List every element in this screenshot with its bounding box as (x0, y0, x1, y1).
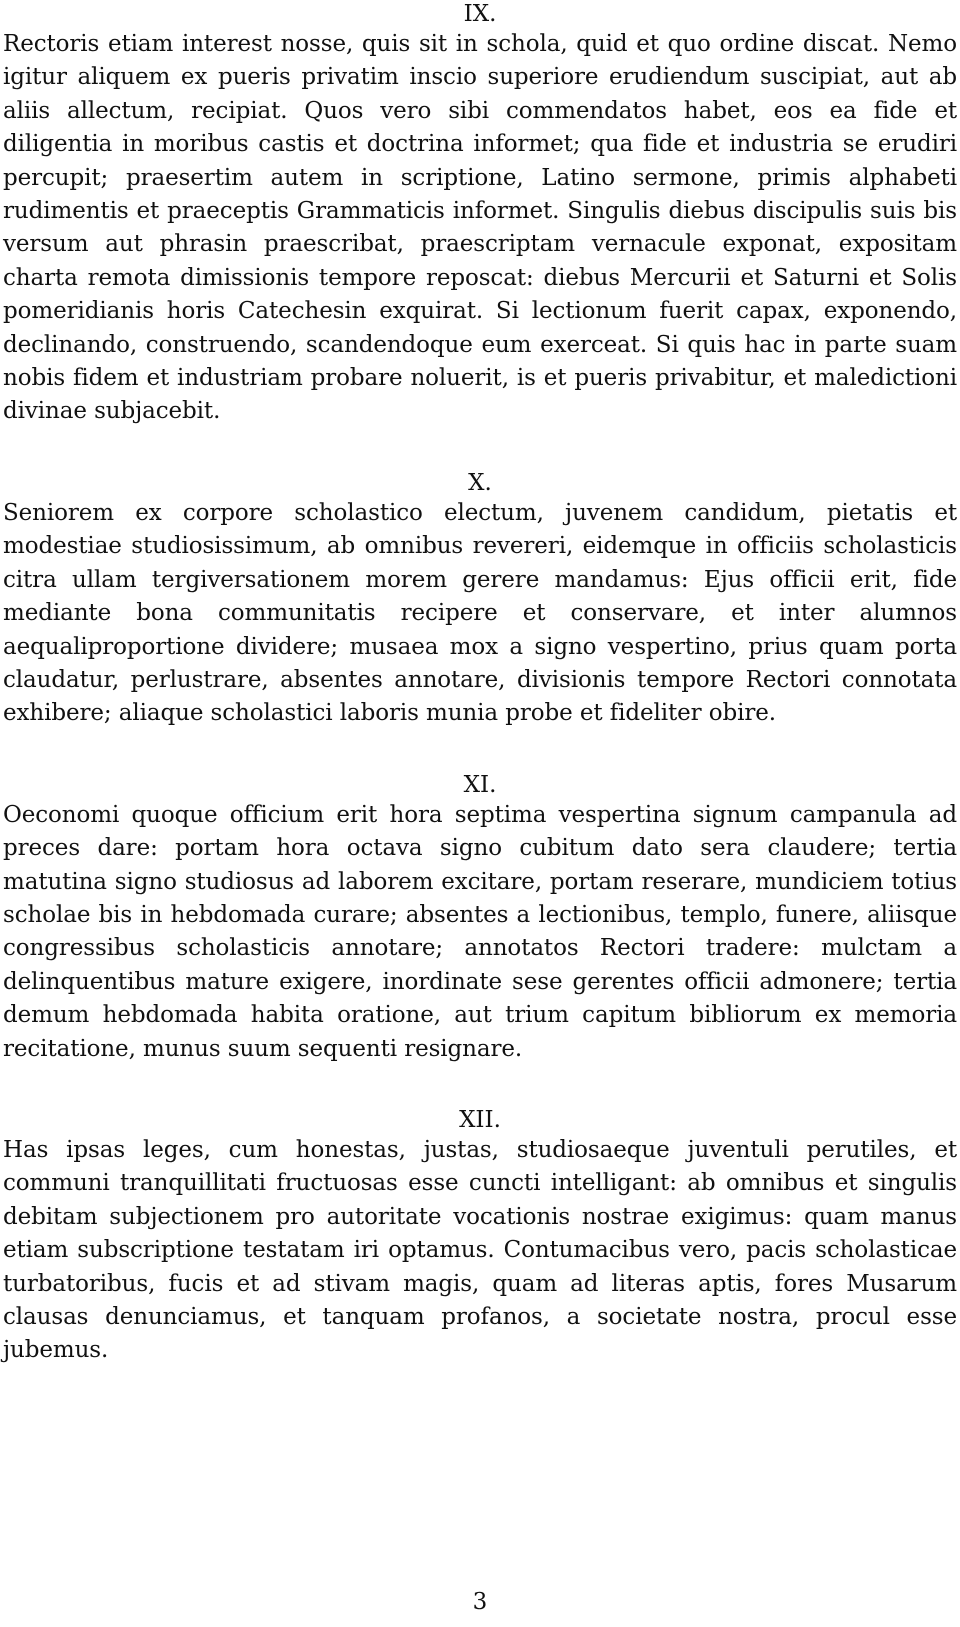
section-number: XII. (459, 1106, 501, 1133)
section-gap (3, 731, 957, 771)
section-number: XI. (463, 771, 497, 798)
section-text: Has ipsas leges, cum honestas, justas, studiosaeque juventuli perutiles, et communi tranquillitati fructuosas esse cuncti intelligant: ab omnibus et singulis debitam subjectionem pro autoritate vocationis nostrae exigimus: quam manus etiam subscriptione testatam iri optamus. Contumacibus vero, pacis scholasticae turbatoribus, fucis et ad stivam magis, quam ad literas aptis, fores Musarum clausas denunciamus, et tanquam profanos, a societate nostra, procul esse jubemus. (3, 1136, 957, 1364)
section-text: Rectoris etiam interest nosse, quis sit in schola, quid et quo ordine discat. Nemo igitur aliquem ex pueris privatim inscio superiore erudiendum suscipiat, aut ab aliis allectum, recipiat. Quos vero sibi commendatos habet, eos ea fide et diligentia in moribus castis et doctrina informet; qua fide et industria se erudiri percupit; praesertim autem in scriptione, Latino sermone, primis alphabeti rudimentis et praeceptis Grammaticis informet. Singulis diebus discipulis suis bis versum aut phrasin praescribat, praescriptam vernacule exponat, expositam charta remota dimissionis tempore reposcat: diebus Mercurii et Saturni et Solis pomeridianis horis Catechesin exquirat. Si lectionum fuerit capax, exponendo, declinando, construendo, scandendoque eum exerceat. Si quis hac in parte suam nobis fidem et industriam probare noluerit, is et pueris privabitur, et maledictioni divinae subjacebit. (3, 31, 957, 425)
section-text: Oeconomi quoque officium erit hora septima vespertina signum campanula ad preces dare: portam hora octava signo cubitum dato sera claudere; tertia matutina signo studiosus ad laborem excitare, portam reserare, mundiciem totius scholae bis in hebdomada curare; absentes a lectionibus, templo, funere, aliisque congressibus scholasticis annotare; annotatos Rectori tradere: mulctam a delinquentibus mature exigere, inordinate sese gerentes officii admonere; tertia demum hebdomada habita oratione, aut trium capitum bibliorum ex memoria recitatione, munus suum sequenti resignare. (3, 801, 957, 1062)
section-text: Seniorem ex corpore scholastico electum, juvenem candidum, pietatis et modestiae studiosissimum, ab omnibus revereri, eidemque in officiis scholasticis citra ullam tergiversationem morem gerere mandamus: Ejus officii erit, fide mediante bona communitatis recipere et conservare, et inter alumnos aequaliproportione dividere; musaea mox a signo vespertino, prius quam porta claudatur, perlustrare, absentes annotare, divisionis tempore Rectori connotata exhibere; aliaque scholastici laboris munia probe et fideliter obire. (3, 499, 957, 727)
section-x (3, 469, 957, 731)
section-number: IX. (463, 1, 497, 27)
page-number: 3 (472, 1589, 488, 1615)
document-page (3, 0, 957, 1368)
section-gap (3, 429, 957, 469)
section-number: X. (468, 469, 492, 496)
section-ix (3, 0, 957, 429)
section-xii (3, 1106, 957, 1368)
section-xi (3, 771, 957, 1066)
section-gap (3, 1066, 957, 1106)
